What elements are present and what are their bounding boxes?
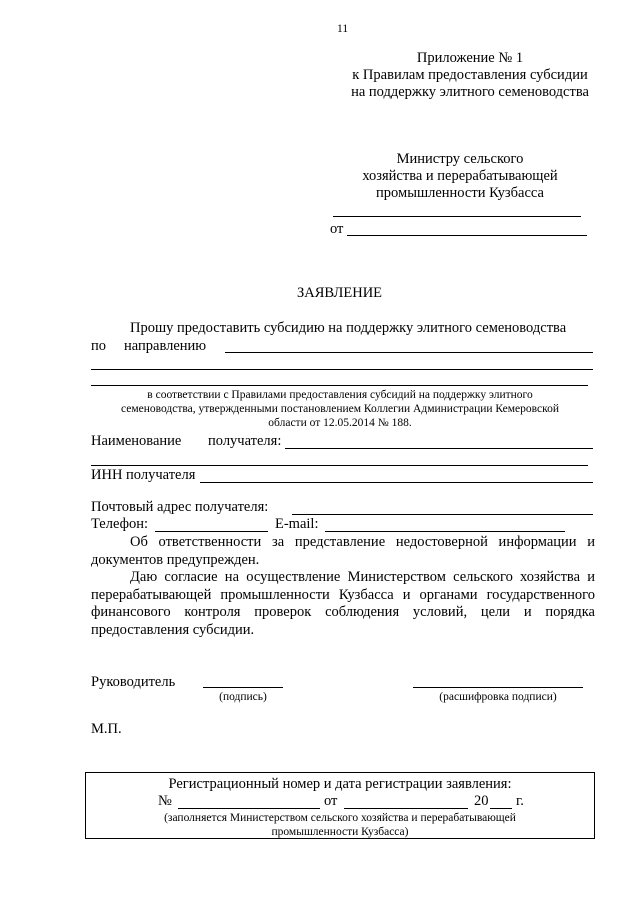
request-line-1: Прошу предоставить субсидию на поддержку элитного семеноводства (130, 320, 567, 336)
registration-year-prefix: 20 (474, 793, 489, 809)
phone-label: Телефон: (91, 516, 149, 532)
signature-decode-caption: (расшифровка подписи) (439, 691, 557, 703)
addressee-line-1: Министру сельского (396, 151, 524, 167)
direction-blank-line (225, 352, 593, 353)
responsibility-line-1: Об ответственности за представление недостоверной информации и (130, 534, 595, 550)
addressee-line-3: промышленности Кузбасса (376, 185, 544, 201)
consent-line-2: перерабатывающей промышленности Кузбасса и органами государственного (91, 587, 595, 603)
registration-year-field[interactable] (490, 808, 512, 809)
registration-date-field[interactable] (344, 808, 468, 809)
rules-footnote (80, 388, 600, 430)
phone-field[interactable] (155, 531, 268, 532)
appendix-block (320, 50, 620, 101)
addressee-block (310, 151, 610, 202)
request-word-po: по (91, 338, 107, 354)
direction-blank-line-2 (91, 369, 593, 370)
signature-decode-field[interactable] (413, 687, 583, 688)
inn-field[interactable] (200, 482, 593, 483)
recipient-name-label: Наименование (91, 433, 182, 449)
from-blank-line (347, 235, 587, 236)
signature-field[interactable] (203, 687, 283, 688)
from-label: от (330, 221, 344, 237)
footnote-line-2: семеноводства, утвержденными постановлением Коллегии Администрации Кемеровской (120, 403, 560, 415)
registration-note-line-1: (заполняется Министерством сельского хозяйства и перерабатывающей (164, 812, 516, 824)
registration-note (86, 811, 594, 839)
appendix-line-2: к Правилам предоставления субсидии (352, 67, 588, 83)
stamp-label: М.П. (91, 721, 122, 737)
consent-line-4: предоставления субсидии. (91, 622, 255, 638)
registration-box (85, 772, 595, 839)
direction-blank-line-3 (91, 385, 588, 386)
email-field[interactable] (325, 531, 565, 532)
consent-line-1: Даю согласие на осуществление Министерством сельского хозяйства и (130, 569, 595, 585)
recipient-name-field-2[interactable] (91, 465, 588, 466)
page-number: 11 (337, 23, 349, 35)
document-title: ЗАЯВЛЕНИЕ (297, 285, 383, 301)
postal-address-field[interactable] (292, 514, 593, 515)
registration-number-field[interactable] (178, 808, 320, 809)
registration-title: Регистрационный номер и дата регистрации заявления: (168, 776, 512, 792)
signature-caption: (подпись) (219, 691, 267, 703)
appendix-line-3: на поддержку элитного семеноводства (351, 84, 589, 100)
addressee-line-2: хозяйства и перерабатывающей (362, 168, 558, 184)
head-label: Руководитель (91, 674, 176, 690)
registration-note-line-2: промышленности Кузбасса) (271, 826, 409, 838)
request-word-direction: направлению (124, 338, 207, 354)
registration-year-suffix: г. (516, 793, 524, 809)
postal-address-label: Почтовый адрес получателя: (91, 499, 269, 515)
footnote-line-3: области от 12.05.2014 № 188. (268, 417, 412, 429)
inn-label: ИНН получателя (91, 467, 196, 483)
email-label: E-mail: (275, 516, 319, 532)
registration-from-label: от (324, 793, 338, 809)
recipient-name-label-2: получателя: (208, 433, 282, 449)
responsibility-line-2: документов предупрежден. (91, 552, 260, 568)
consent-line-3: финансового контроля проверок соблюдения условий, цели и порядка (91, 604, 595, 620)
recipient-name-field[interactable] (285, 448, 593, 449)
addressee-blank-line (333, 216, 581, 217)
appendix-line-1: Приложение № 1 (416, 50, 524, 66)
registration-number-label: № (158, 793, 172, 809)
footnote-line-1: в соответствии с Правилами предоставления субсидий на поддержку элитного (147, 389, 533, 401)
